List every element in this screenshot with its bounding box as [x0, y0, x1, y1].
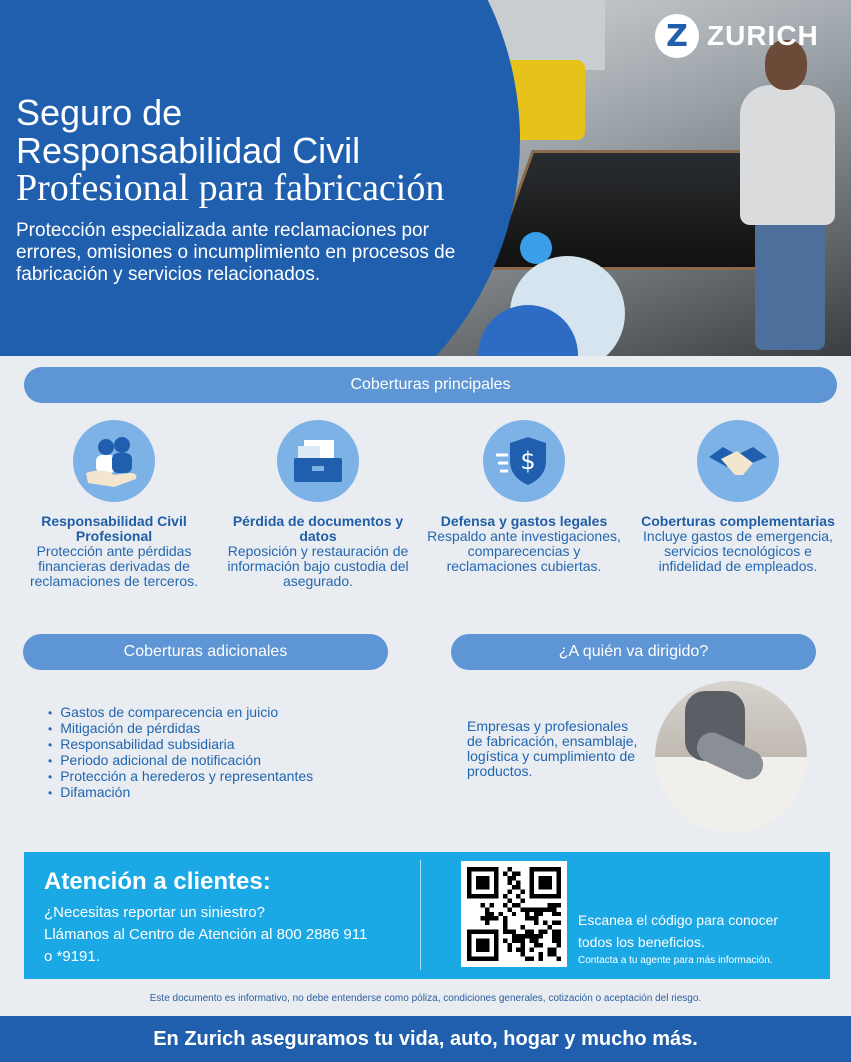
list-item: • Responsabilidad subsidiaria — [48, 737, 313, 753]
coverage-desc: Respaldo ante investigaciones, comparecencias y reclamaciones cubiertas. — [427, 528, 621, 574]
agent-note: Contacta a tu agente para más información. — [578, 955, 773, 966]
contact-box — [24, 852, 830, 979]
target-text: Empresas y profesionales de fabricación, ensamblaje, logística y cumplimiento de productos. — [467, 718, 638, 779]
list-item: • Difamación — [48, 785, 313, 801]
coverage-title: Pérdida de documentos y datos — [232, 513, 404, 544]
hero-banner — [0, 0, 851, 356]
scan-text-line1: Escanea el código para conocer — [578, 912, 779, 928]
zurich-logo-text: ZURICH — [707, 20, 819, 51]
contact-line3[interactable]: o *9191. — [44, 948, 100, 965]
hero-title-line2: Responsabilidad Civil — [16, 130, 361, 171]
coverage-title: Defensa y gastos legales — [440, 513, 608, 529]
contact-line2[interactable]: Llámanos al Centro de Atención al 800 2886 911 — [44, 926, 368, 943]
divider — [420, 860, 421, 970]
section-target: ¿A quién va dirigido? — [451, 634, 816, 670]
svg-text:$: $ — [520, 447, 536, 475]
contact-line1: ¿Necesitas reportar un siniestro? — [44, 904, 265, 921]
document-box-icon — [277, 420, 359, 502]
list-item: • Mitigación de pérdidas — [48, 721, 313, 737]
disclaimer: Este documento es informativo, no debe entenderse como póliza, condiciones generales, cotización o aceptación del riesgo. — [149, 993, 702, 1004]
coverage-desc: Protección ante pérdidas financieras derivadas de reclamaciones de terceros. — [29, 543, 199, 589]
zurich-logo — [655, 14, 819, 58]
coverage-title: Coberturas complementarias — [641, 513, 835, 529]
section-main-coverages: Coberturas principales — [24, 367, 837, 403]
coverage-desc: Incluye gastos de emergencia, servicios tecnológicos e infidelidad de empleados. — [643, 528, 833, 574]
people-hand-icon — [73, 420, 155, 502]
additional-list — [48, 705, 313, 801]
coverage-item-complementary — [638, 420, 838, 574]
list-item: • Protección a herederos y representantes — [48, 769, 313, 785]
hero-title-line1: Seguro de — [16, 92, 183, 133]
scan-text-line2: todos los beneficios. — [578, 934, 705, 950]
zurich-logo-icon: Z — [655, 14, 699, 58]
hero-title-line3: Profesional para fabricación — [16, 167, 445, 209]
coverage-desc: Reposición y restauración de información bajo custodia del asegurado. — [227, 543, 409, 589]
coverage-item-docs — [218, 420, 418, 589]
section-additional-coverages: Coberturas adicionales — [23, 634, 388, 670]
coverage-item-rc — [14, 420, 214, 589]
list-item: • Periodo adicional de notificación — [48, 753, 313, 769]
shield-dollar-icon — [483, 420, 565, 502]
coverage-item-defense — [424, 420, 624, 574]
worker-photo — [655, 681, 807, 833]
footer-banner: En Zurich aseguramos tu vida, auto, hogar y mucho más. — [0, 1016, 851, 1062]
handshake-icon — [697, 420, 779, 502]
coverage-title: Responsabilidad Civil Profesional — [41, 513, 187, 544]
hero-subtitle: Protección especializada ante reclamaciones por errores, omisiones o incumplimiento en procesos de fabricación y servicios relacionados. — [16, 220, 456, 285]
contact-title: Atención a clientes: — [44, 868, 271, 895]
list-item: • Gastos de comparecencia en juicio — [48, 705, 313, 721]
qr-code[interactable] — [461, 861, 567, 967]
